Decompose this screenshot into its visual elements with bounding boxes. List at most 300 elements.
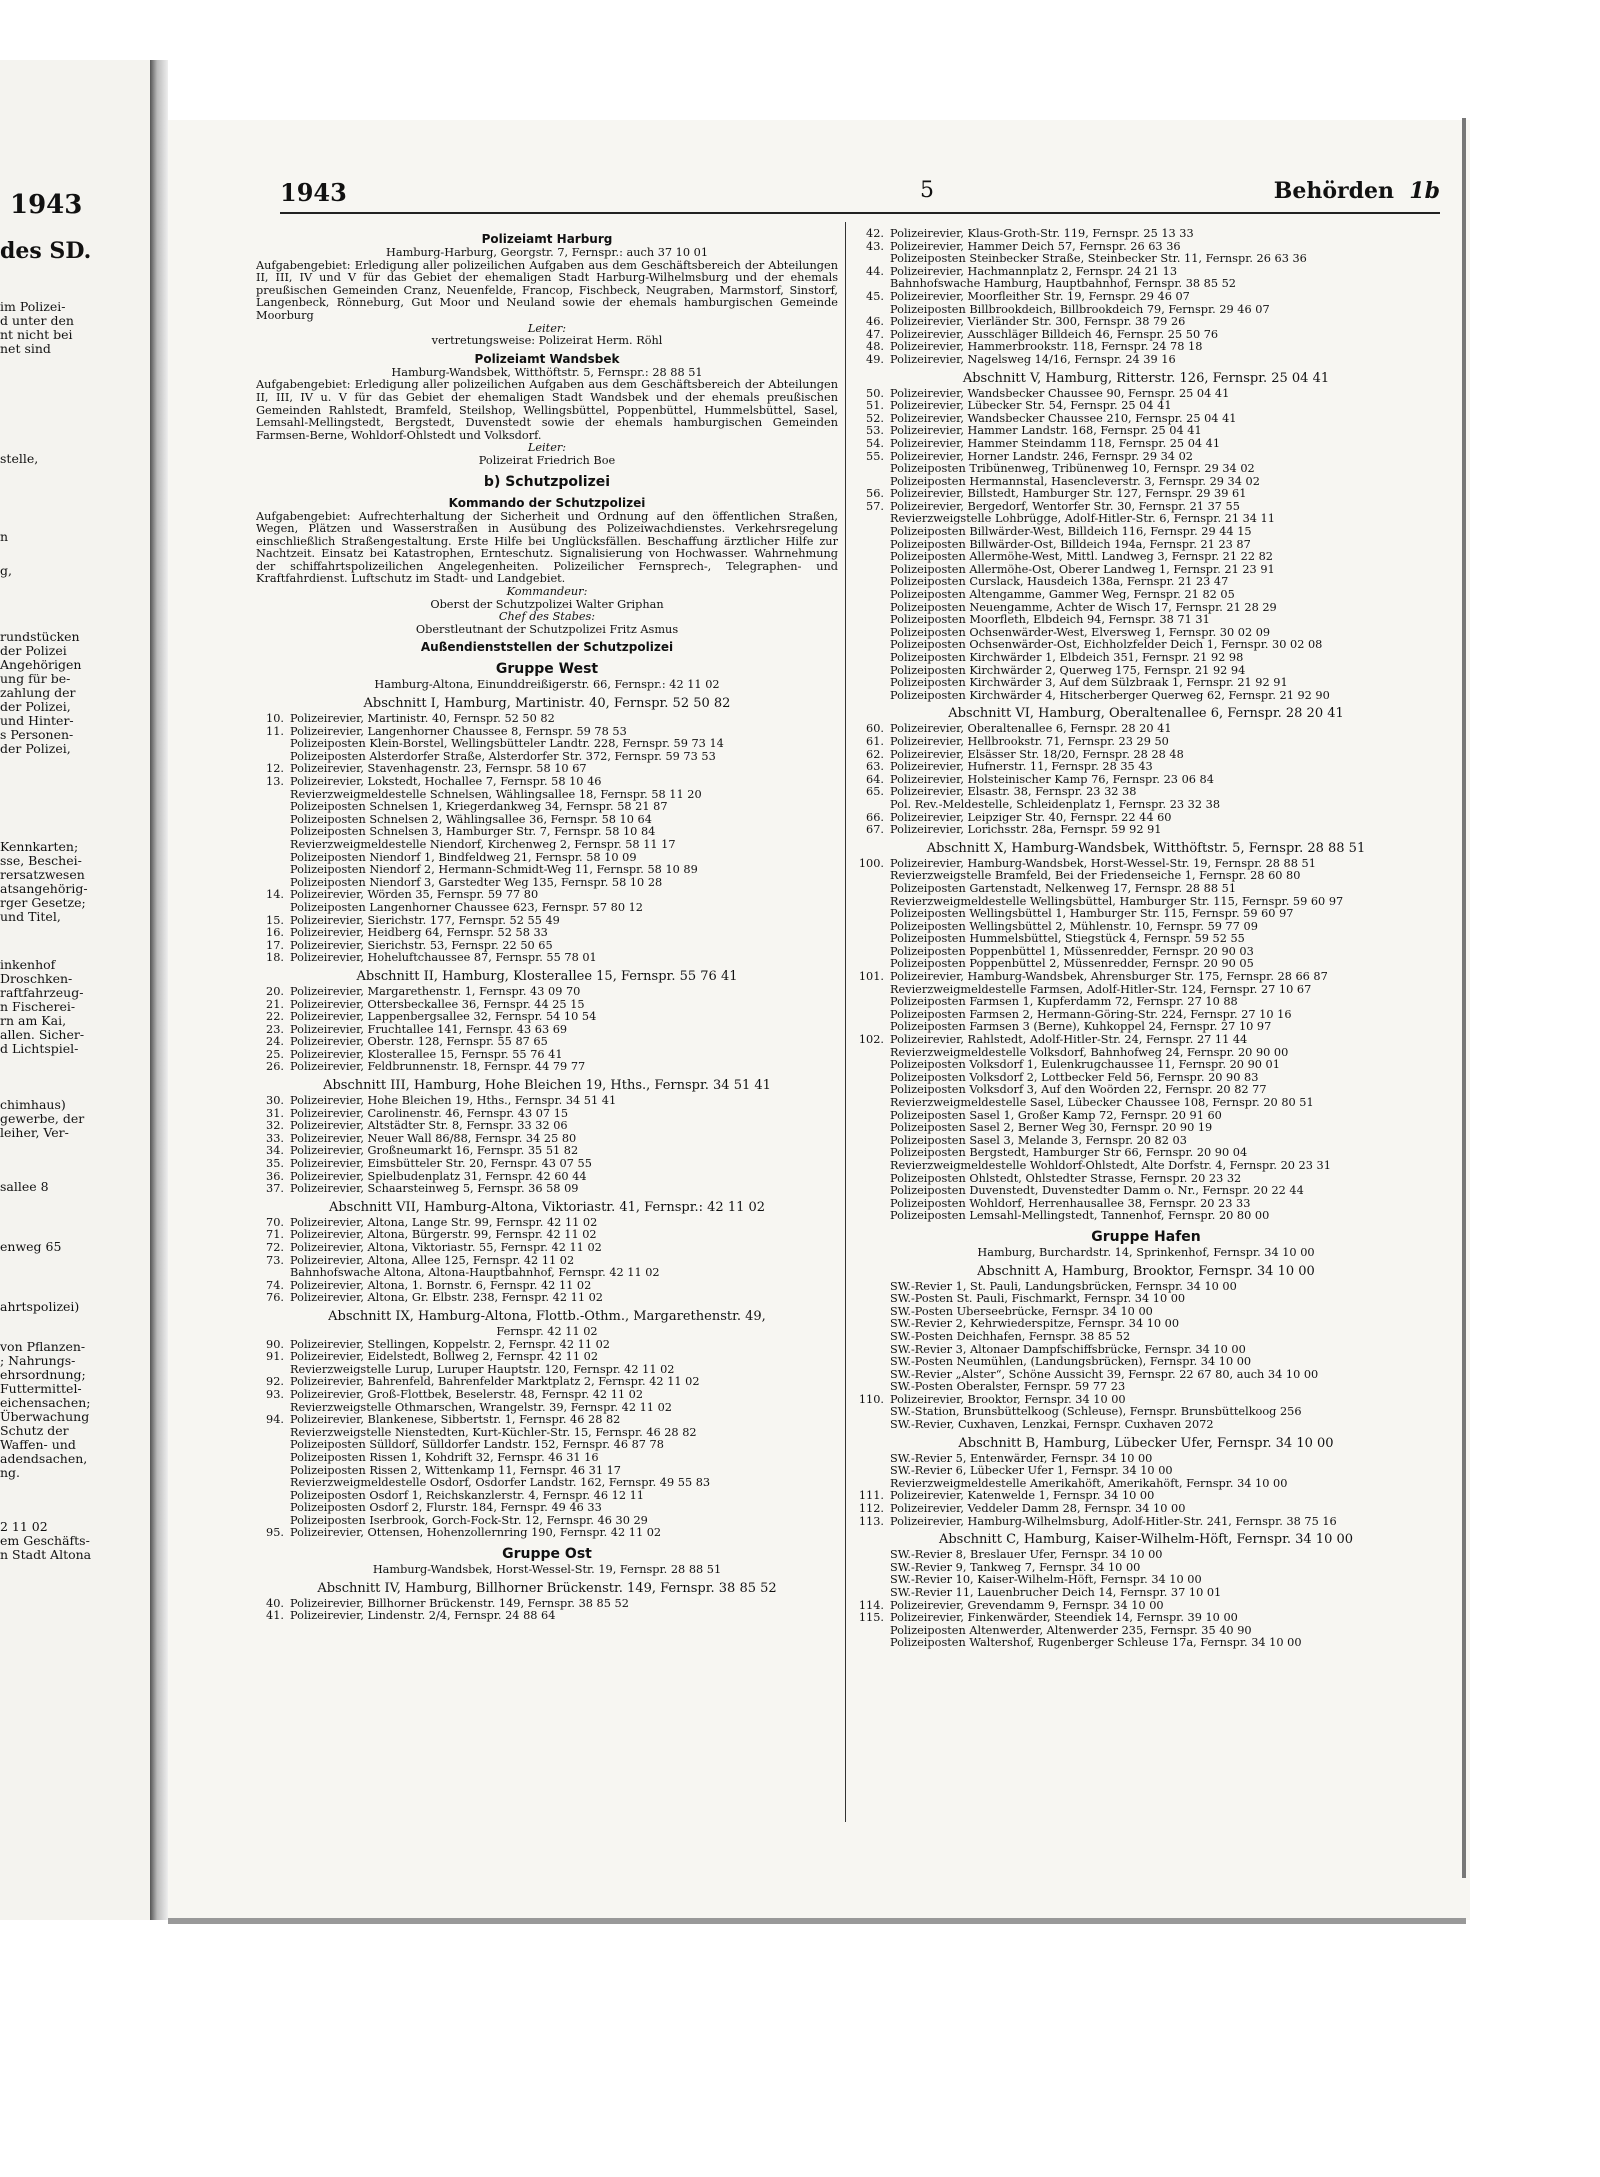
directory-entry [256,1364,838,1377]
entry-text: Polizeirevier, Wandsbecker Chaussee 90, Fernspr. 25 04 41 [890,387,1230,400]
directory-entry [856,451,1436,464]
group-heading: Gruppe West [495,661,599,678]
section-heading: Außendienststellen der Schutzpolizei [420,640,674,655]
entry-text: Polizeiposten Niendorf 1, Bindfeldweg 21, Fernspr. 58 10 09 [290,851,637,864]
directory-entry [856,400,1436,413]
entry-text: Polizeiposten Duvenstedt, Duvenstedter Damm o. Nr., Fernspr. 20 22 44 [890,1185,1304,1198]
directory-entry [856,1318,1436,1331]
subsection-heading: Abschnitt C, Hamburg, Kaiser-Wilhelm-Höft, Fernspr. 34 10 00 [938,1532,1354,1548]
subsection-heading: Abschnitt VI, Hamburg, Oberaltenallee 6, Fernspr. 28 20 41 [948,706,1344,722]
facing-page-line: atsangehörig- [0,881,88,896]
directory-entry [856,1306,1436,1319]
facing-page-line: im Polizei- [0,299,66,314]
entry-text: Polizeiposten Neuengamme, Achter de Wisch 17, Fernspr. 21 28 29 [890,601,1277,614]
entry-text: Polizeirevier, Rahlstedt, Adolf-Hitler-Str. 24, Fernspr. 27 11 44 [890,1034,1248,1047]
entry-number: 91. [266,1351,284,1364]
directory-entry [256,1610,838,1623]
entry-number: 11. [266,725,284,738]
entry-text: SW.-Revier, Cuxhaven, Lenzkai, Fernspr. Cuxhaven 2072 [890,1419,1214,1432]
facing-page-line: ung für be- [0,671,71,686]
entry-number: 18. [266,952,284,965]
directory-entry [256,789,838,802]
group-heading: Gruppe Hafen [1091,1228,1201,1245]
directory-entry [256,877,838,890]
directory-entry [256,1095,838,1108]
entry-text: Polizeirevier, Margarethenstr. 1, Fernspr. 43 09 70 [290,985,581,998]
directory-entry [856,723,1436,736]
entry-text: SW.-Revier 8, Breslauer Ufer, Fernspr. 34 10 00 [890,1549,1163,1562]
entry-number: 52. [866,412,884,425]
facing-page-line: zahlung der [0,685,76,700]
directory-entry [856,589,1436,602]
subsection-heading: Abschnitt A, Hamburg, Brooktor, Fernspr. 34 10 00 [977,1263,1315,1279]
directory-entry [856,1160,1436,1173]
directory-entry [256,751,838,764]
directory-entry [256,1120,838,1133]
entry-text: Revierzweigstelle Lohbrügge, Adolf-Hitler-Str. 6, Fernspr. 21 34 11 [890,513,1275,526]
entry-text: Polizeiposten Farmsen 1, Kupferdamm 72, Fernspr. 27 10 88 [890,996,1238,1009]
directory-entry [856,1637,1436,1650]
facing-page-line: d Lichtspiel- [0,1041,79,1056]
entry-number: 57. [866,500,884,513]
entry-number: 67. [866,824,884,837]
directory-entry [856,1198,1436,1211]
entry-text: SW.-Posten Oberalster, Fernspr. 59 77 23 [890,1381,1126,1394]
directory-entry [856,1147,1436,1160]
entry-text: Bahnhofswache Hamburg, Hauptbahnhof, Fernspr. 38 85 52 [890,278,1236,291]
facing-page-fragment [0,60,153,1920]
entry-text: Revierzweigstelle Lurup, Luruper Hauptstr. 120, Fernspr. 42 11 02 [290,1363,675,1376]
directory-entry [856,996,1436,1009]
directory-entry [856,883,1436,896]
directory-entry [856,1600,1436,1613]
entry-text: SW.-Revier 3, Altonaer Dampfschiffsbrücke, Fernspr. 34 10 00 [890,1343,1246,1356]
entry-number: 92. [266,1376,284,1389]
directory-entry [856,652,1436,665]
entry-number: 16. [266,927,284,940]
directory-entry [256,1292,838,1305]
directory-entry [256,1280,838,1293]
directory-entry [256,1376,838,1389]
entry-number: 100. [858,857,884,870]
entry-text: Revierzweigstelle Othmarschen, Wrangelstr. 39, Fernspr. 42 11 02 [290,1401,672,1414]
section-code: 1b [1409,178,1440,204]
entry-number: 17. [266,939,284,952]
directory-entry [256,801,838,814]
entry-text: Polizeirevier, Schaarsteinweg 5, Fernspr. 36 58 09 [290,1183,579,1196]
entry-text: Polizeiposten Rissen 2, Wittenkamp 11, Fernspr. 46 31 17 [290,1464,621,1477]
directory-entry [256,1351,838,1364]
directory-entry [256,1171,838,1184]
directory-entry [256,1267,838,1280]
entry-text: Polizeirevier, Hachmannplatz 2, Fernspr. 24 21 13 [890,265,1178,278]
entry-text: Revierzweigmeldestelle Volksdorf, Bahnhofweg 24, Fernspr. 20 90 00 [890,1046,1289,1059]
facing-page-line: enweg 65 [0,1239,62,1254]
directory-entry [856,576,1436,589]
directory-entry [256,1598,838,1611]
subsection-heading: Abschnitt B, Hamburg, Lübecker Ufer, Fernspr. 34 10 00 [958,1435,1334,1451]
facing-page-line: sallee 8 [0,1179,49,1194]
directory-entry [256,915,838,928]
facing-page-year: 1943 [10,190,83,220]
entry-text: Polizeirevier, Moorfleither Str. 19, Fernspr. 29 46 07 [890,290,1190,303]
subsection-heading: Abschnitt IV, Hamburg, Billhorner Brückenstr. 149, Fernspr. 38 85 52 [317,1580,777,1596]
directory-entry [256,1158,838,1171]
entry-text: Polizeiposten Schnelsen 3, Hamburger Str. 7, Fernspr. 58 10 84 [290,826,656,839]
directory-entry [256,1477,838,1490]
entry-number: 114. [858,1599,884,1612]
directory-entry [256,1389,838,1402]
entry-text: SW.-Revier 1, St. Pauli, Landungsbrücken, Fernspr. 34 10 00 [890,1280,1237,1293]
directory-entry [256,999,838,1012]
entry-text: Polizeiposten Osdorf 1, Reichskanzlerstr. 4, Fernspr. 46 12 11 [290,1489,644,1502]
entry-number: 13. [266,776,284,788]
facing-page-line: chimhaus) [0,1097,66,1112]
directory-entry [856,564,1436,577]
entry-text: Polizeirevier, Billstedt, Hamburger Str. 127, Fernspr. 29 39 61 [890,488,1247,501]
directory-entry [256,1452,838,1465]
entry-number: 33. [266,1132,284,1145]
entry-number: 62. [866,748,884,761]
directory-entry [856,425,1436,438]
entry-text: SW.-Posten St. Pauli, Fischmarkt, Fernspr. 34 10 00 [890,1293,1186,1306]
directory-entry [856,388,1436,401]
directory-entry [856,736,1436,749]
directory-entry [856,513,1436,526]
section-title: Behörden [1273,178,1394,204]
entry-text: Polizeiposten Billbrookdeich, Billbrookdeich 79, Fernspr. 29 46 07 [890,303,1270,316]
directory-entry [256,1183,838,1196]
header-rule [280,212,1440,214]
entry-text: Polizeiposten Volksdorf 2, Lottbecker Feld 56, Fernspr. 20 90 83 [890,1071,1259,1084]
entry-text: Polizeirevier, Elsastr. 38, Fernspr. 23 32 38 [890,786,1137,799]
directory-entry [856,1122,1436,1135]
directory-entry [856,1625,1436,1638]
address-line: Hamburg, Burchardstr. 14, Sprinkenhof, Fernspr. 34 10 00 [977,1246,1315,1259]
entry-number: 66. [866,811,884,824]
entry-text: SW.-Revier 9, Tankweg 7, Fernspr. 34 10 00 [890,1561,1141,1574]
entry-text: Polizeiposten Billwärder-West, Billdeich 116, Fernspr. 29 44 15 [890,526,1252,539]
group-heading: b) Schutzpolizei [483,473,611,490]
facing-page-title: des SD. [0,238,92,264]
entry-text: Bahnhofswache Altona, Altona-Hauptbahnhof, Fernspr. 42 11 02 [290,1267,660,1280]
entry-text: Polizeirevier, Wandsbecker Chaussee 210, Fernspr. 25 04 41 [890,412,1237,425]
entry-text: Polizeirevier, Langenhorner Chaussee 8, Fernspr. 59 78 53 [290,725,627,738]
facing-page-line: n Stadt Altona [0,1547,92,1562]
entry-number: 113. [858,1515,884,1528]
directory-entry [856,329,1436,342]
directory-entry [256,1133,838,1146]
facing-page-line: ; Nahrungs- [0,1353,76,1368]
directory-entry [856,690,1436,703]
facing-page-line: eichensachen; [0,1395,91,1410]
entry-number: 72. [266,1242,284,1254]
directory-entry [256,986,838,999]
directory-entry [856,761,1436,774]
directory-entry [856,1478,1436,1491]
facing-page-line: und Hinter- [0,713,74,728]
entry-text: Polizeirevier, Billhorner Brückenstr. 149, Fernspr. 38 85 52 [290,1597,629,1610]
section-heading: Kommando der Schutzpolizei [448,495,646,510]
facing-page-line: raftfahrzeug- [0,985,84,1000]
entry-text: Polizeirevier, Altona, Bürgerstr. 99, Fernspr. 42 11 02 [290,1229,597,1242]
entry-text: Polizeirevier, Altona, Viktoriastr. 55, Fernspr. 42 11 02 [290,1242,602,1254]
directory-entry [856,812,1436,825]
entry-text: Polizeiposten Bergstedt, Hamburger Str 66, Fernspr. 20 90 04 [890,1147,1248,1160]
subsection-heading: Abschnitt II, Hamburg, Klosterallee 15, Fernspr. 55 76 41 [356,968,738,984]
entry-text: Revierzweigmeldestelle Wellingsbüttel, Hamburger Str. 115, Fernspr. 59 60 97 [890,895,1344,908]
entry-text: SW.-Revier „Alster“, Schöne Aussicht 39, Fernspr. 22 67 80, auch 34 10 00 [890,1368,1319,1381]
entry-number: 47. [866,328,884,341]
entry-number: 46. [866,316,884,329]
entry-text: Polizeirevier, Neuer Wall 86/88, Fernspr. 34 25 80 [290,1132,577,1145]
entry-number: 31. [266,1107,284,1120]
entry-number: 44. [866,265,884,278]
directory-entry [856,639,1436,652]
directory-entry [856,786,1436,799]
entry-text: Polizeirevier, Hoheluftchaussee 87, Fernspr. 55 78 01 [290,952,597,965]
directory-entry [256,826,838,839]
facing-page-line: d unter den [0,313,74,328]
entry-text: Polizeirevier, Grevendamm 9, Fernspr. 34 10 00 [890,1599,1164,1612]
entry-text: Polizeiposten Curslack, Hausdeich 138a, Fernspr. 21 23 47 [890,576,1229,589]
entry-text: Polizeiposten Volksdorf 1, Eulenkrugchaussee 11, Fernspr. 20 90 01 [890,1059,1280,1072]
entry-text: Polizeiposten Volksdorf 3, Auf den Woörden 22, Fernspr. 20 82 77 [890,1084,1267,1097]
entry-number: 51. [866,400,884,413]
entry-text: Polizeirevier, Oberstr. 128, Fernspr. 55 87 65 [290,1036,548,1049]
entry-number: 37. [266,1183,284,1196]
entry-number: 23. [266,1023,284,1036]
address-line: Fernspr. 42 11 02 [496,1325,598,1338]
entry-text: SW.-Posten Neumühlen, (Landungsbrücken), Fernspr. 34 10 00 [890,1356,1252,1369]
directory-entry [856,749,1436,762]
entry-text: Polizeiposten Wohldorf, Herrenhausallee 38, Fernspr. 20 23 33 [890,1197,1251,1210]
directory-entry [856,1047,1436,1060]
entry-text: Revierzweigmeldestelle Niendorf, Kirchenweg 2, Fernspr. 58 11 17 [290,838,676,851]
facing-page-line: rger Gesetze; [0,895,86,910]
facing-page-line: ahrtspolizei) [0,1299,80,1314]
entry-text: Polizeiposten Sülldorf, Sülldorfer Landstr. 152, Fernspr. 46 87 78 [290,1439,664,1452]
directory-entry [856,1344,1436,1357]
entry-text: Polizeiposten Wellingsbüttel 1, Hamburger Str. 115, Fernspr. 59 60 97 [890,908,1294,921]
entry-text: Polizeiposten Steinbecker Straße, Steinbecker Str. 11, Fernspr. 26 63 36 [890,253,1307,266]
directory-entry [856,1587,1436,1600]
facing-page-line: adendsachen, [0,1451,88,1466]
entry-text: Polizeirevier, Ottensen, Hohenzollernring 190, Fernspr. 42 11 02 [290,1527,662,1540]
entry-text: Polizeirevier, Bergedorf, Wentorfer Str. 30, Fernspr. 21 37 55 [890,500,1240,513]
entry-text: Polizeirevier, Altona, 1. Bornstr. 6, Fernspr. 42 11 02 [290,1279,592,1292]
directory-entry [856,1516,1436,1529]
entry-text: Polizeirevier, Hellbrookstr. 71, Fernspr. 23 29 50 [890,735,1169,748]
facing-page-line: rundstücken [0,629,80,644]
directory-entry [256,1339,838,1352]
entry-number: 71. [266,1229,284,1242]
entry-text: Polizeirevier, Hammerbrookstr. 118, Fernspr. 24 78 18 [890,341,1203,354]
directory-entry [856,1562,1436,1575]
entry-text: Polizeirevier, Finkenwärder, Steendiek 14, Fernspr. 39 10 00 [890,1612,1238,1625]
entry-text: SW.-Revier 10, Kaiser-Wilhelm-Höft, Fernspr. 34 10 00 [890,1574,1202,1587]
facing-page-line: rn am Kai, [0,1013,67,1028]
entry-number: 35. [266,1158,284,1171]
section-heading: Polizeiamt Harburg [481,232,613,246]
entry-text: Polizeirevier, Ausschläger Billdeich 46, Fernspr. 25 50 76 [890,328,1219,341]
entry-text: Polizeirevier, Fruchtallee 141, Fernspr. 43 63 69 [290,1023,568,1036]
directory-entry [856,870,1436,883]
directory-entry [856,984,1436,997]
entry-text: Polizeirevier, Großneumarkt 16, Fernspr. 35 51 82 [290,1145,579,1158]
entry-number: 15. [266,914,284,927]
role-label: Chef des Stabes: [498,611,596,624]
directory-entry [256,814,838,827]
directory-entry [256,776,838,789]
facing-page-line: allen. Sicher- [0,1027,85,1042]
directory-entry [856,1419,1436,1432]
directory-entry [856,933,1436,946]
entry-text: SW.-Revier 2, Kehrwiederspitze, Fernspr. 34 10 00 [890,1318,1180,1331]
directory-entry [256,927,838,940]
entry-number: 61. [866,735,884,748]
column-divider [845,222,846,1822]
facing-page-line: der Polizei [0,643,67,658]
entry-text: Polizeiposten Schnelsen 2, Wählingsallee 36, Fernspr. 58 10 64 [290,813,652,826]
entry-text: Polizeiposten Schnelsen 1, Kriegerdankweg 34, Fernspr. 58 21 87 [290,801,668,814]
facing-page-line: s Personen- [0,727,74,742]
subsection-heading: Abschnitt VII, Hamburg-Altona, Viktoriastr. 41, Fernspr.: 42 11 02 [328,1199,766,1215]
directory-entry [856,1135,1436,1148]
facing-page-line: net sind [0,341,51,356]
entry-text: Revierzweigmeldestelle Schnelsen, Wählingsallee 18, Fernspr. 58 11 20 [290,788,702,801]
entry-text: Polizeiposten Ohlstedt, Ohlstedter Strasse, Fernspr. 20 23 32 [890,1172,1242,1185]
directory-entry [856,476,1436,489]
entry-number: 12. [266,763,284,776]
directory-entry [856,1369,1436,1382]
address-line: Hamburg-Wandsbek, Witthöftstr. 5, Fernspr.: 28 88 51 [391,366,703,379]
role-label: Kommandeur: [506,586,588,599]
directory-entry [856,304,1436,317]
entry-number: 42. [866,228,884,240]
entry-number: 55. [866,450,884,463]
directory-entry [856,946,1436,959]
entry-text: SW.-Posten Überseebrücke, Fernspr. 34 10 00 [890,1305,1153,1318]
facing-page-line: n [0,529,9,544]
directory-entry [856,824,1436,837]
page-bottom-edge [168,1918,1466,1924]
entry-text: Polizeirevier, Eimsbütteler Str. 20, Fernspr. 43 07 55 [290,1158,592,1171]
directory-entry [256,1217,838,1230]
facing-page-line: Angehörigen [0,657,82,672]
group-heading: Gruppe Ost [502,1546,592,1563]
address-line: Oberstleutnant der Schutzpolizei Fritz Asmus [415,623,679,636]
directory-entry [856,526,1436,539]
entry-text: SW.-Revier 5, Entenwärder, Fernspr. 34 10 00 [890,1452,1153,1465]
address-line: Polizeirat Friedrich Boe [478,454,616,467]
directory-entry [856,1406,1436,1419]
subsection-heading: Abschnitt III, Hamburg, Hohe Bleichen 19, Hths., Fernspr. 34 51 41 [323,1078,771,1094]
entry-text: Polizeiposten Wellingsbüttel 2, Mühlenstr. 10, Fernspr. 59 77 09 [890,920,1258,933]
entry-text: Polizeirevier, Groß-Flottbek, Beselerstr. 48, Fernspr. 42 11 02 [290,1388,644,1401]
directory-entry [856,413,1436,426]
directory-entry [256,1515,838,1528]
facing-page-line: der Polizei, [0,741,71,756]
directory-entry [256,889,838,902]
directory-entry [856,488,1436,501]
facing-page-line: der Polizei, [0,699,71,714]
entry-text: SW.-Station, Brunsbüttelkoog (Schleuse), Fernspr. Brunsbüttelkoog 256 [890,1406,1302,1419]
facing-page-line: inkenhof [0,957,56,972]
entry-text: Polizeirevier, Brooktor, Fernspr. 34 10 00 [890,1393,1126,1406]
directory-entry [856,774,1436,787]
entry-text: Polizeiposten Farmsen 3 (Berne), Kuhkoppel 24, Fernspr. 27 10 97 [890,1021,1272,1034]
entry-number: 43. [866,240,884,253]
entry-text: Revierzweigmeldestelle Amerikahöft, Amerikahöft, Fernspr. 34 10 00 [890,1477,1288,1490]
left-column [256,228,838,1623]
directory-entry [856,958,1436,971]
entry-text: Polizeirevier, Spielbudenplatz 31, Fernspr. 42 60 44 [290,1170,587,1183]
entry-number: 102. [858,1034,884,1047]
directory-entry [256,1502,838,1515]
entry-text: Polizeirevier, Wörden 35, Fernspr. 59 77 80 [290,889,539,902]
subsection-heading: Abschnitt V, Hamburg, Ritterstr. 126, Fernspr. 25 04 41 [962,370,1330,386]
entry-number: 74. [266,1279,284,1292]
entry-text: Revierzweigmeldestelle Wohldorf-Ohlstedt, Alte Dorfstr. 4, Fernspr. 20 23 31 [890,1159,1331,1172]
directory-entry [256,902,838,915]
page-edge [1462,118,1466,1878]
directory-entry [256,852,838,865]
directory-entry [856,1281,1436,1294]
directory-entry [856,1110,1436,1123]
entry-number: 60. [866,723,884,736]
entry-number: 101. [858,971,884,984]
directory-entry [856,799,1436,812]
entry-text: Polizeirevier, Eidelstedt, Bollweg 2, Fernspr. 42 11 02 [290,1351,599,1364]
subsection-heading: Abschnitt IX, Hamburg-Altona, Flottb.-Othm., Margarethenstr. 49, [328,1308,766,1324]
facing-page-line: em Geschäfts- [0,1533,90,1548]
entry-text: Polizeirevier, Nagelsweg 14/16, Fernspr. 24 39 16 [890,353,1176,366]
directory-entry [856,1173,1436,1186]
entry-text: Revierzweigstelle Bramfeld, Bei der Friedenseiche 1, Fernspr. 28 60 80 [890,870,1301,883]
entry-text: Polizeiposten Farmsen 2, Hermann-Göring-Str. 224, Fernspr. 27 10 16 [890,1008,1292,1021]
entry-text: Revierzweigstelle Nienstedten, Kurt-Küchler-Str. 15, Fernspr. 46 28 82 [290,1426,697,1439]
entry-number: 115. [858,1612,884,1625]
entry-number: 112. [858,1503,884,1516]
entry-text: Polizeirevier, Holsteinischer Kamp 76, Fernspr. 23 06 84 [890,773,1214,786]
entry-text: Polizeiposten Altengamme, Gammer Weg, Fernspr. 21 82 05 [890,589,1235,602]
entry-text: Polizeirevier, Lorichsstr. 28a, Fernspr. 59 92 91 [890,824,1162,837]
facing-page-line: leiher, Ver- [0,1125,69,1140]
entry-text: Polizeiposten Moorfleth, Elbdeich 94, Fernspr. 38 71 31 [890,614,1210,627]
directory-entry [256,1255,838,1268]
directory-entry [856,1072,1436,1085]
entry-text: Polizeirevier, Altona, Allee 125, Fernspr. 42 11 02 [290,1254,575,1267]
directory-entry [856,1084,1436,1097]
entry-text: SW.-Posten Deichhafen, Fernspr. 38 85 52 [890,1330,1131,1343]
entry-number: 90. [266,1338,284,1351]
directory-entry [256,738,838,751]
directory-entry [856,266,1436,279]
entry-text: Polizeirevier, Stavenhagenstr. 23, Fernspr. 58 10 67 [290,763,587,776]
subsection-heading: Abschnitt I, Hamburg, Martinistr. 40, Fernspr. 52 50 82 [363,696,731,712]
entry-text: Polizeiposten Billwärder-Ost, Billdeich 194a, Fernspr. 21 23 87 [890,538,1251,551]
entry-text: Polizeiposten Hummelsbüttel, Stiegstück 4, Fernspr. 59 52 55 [890,933,1245,946]
entry-text: Polizeiposten Kirchwärder 1, Elbdeich 351, Fernspr. 21 92 98 [890,652,1244,664]
entry-text: Polizeirevier, Altstädter Str. 8, Fernspr. 33 32 06 [290,1120,568,1133]
entry-text: Polizeiposten Kirchwärder 2, Querweg 175, Fernspr. 21 92 94 [890,664,1246,677]
entry-number: 111. [858,1490,884,1503]
directory-entry [856,1034,1436,1047]
entry-text: Polizeirevier, Hammer Deich 57, Fernspr. 26 63 36 [890,240,1181,253]
entry-text: Polizeirevier, Sierichstr. 53, Fernspr. 22 50 65 [290,939,553,952]
entry-number: 10. [266,713,284,726]
